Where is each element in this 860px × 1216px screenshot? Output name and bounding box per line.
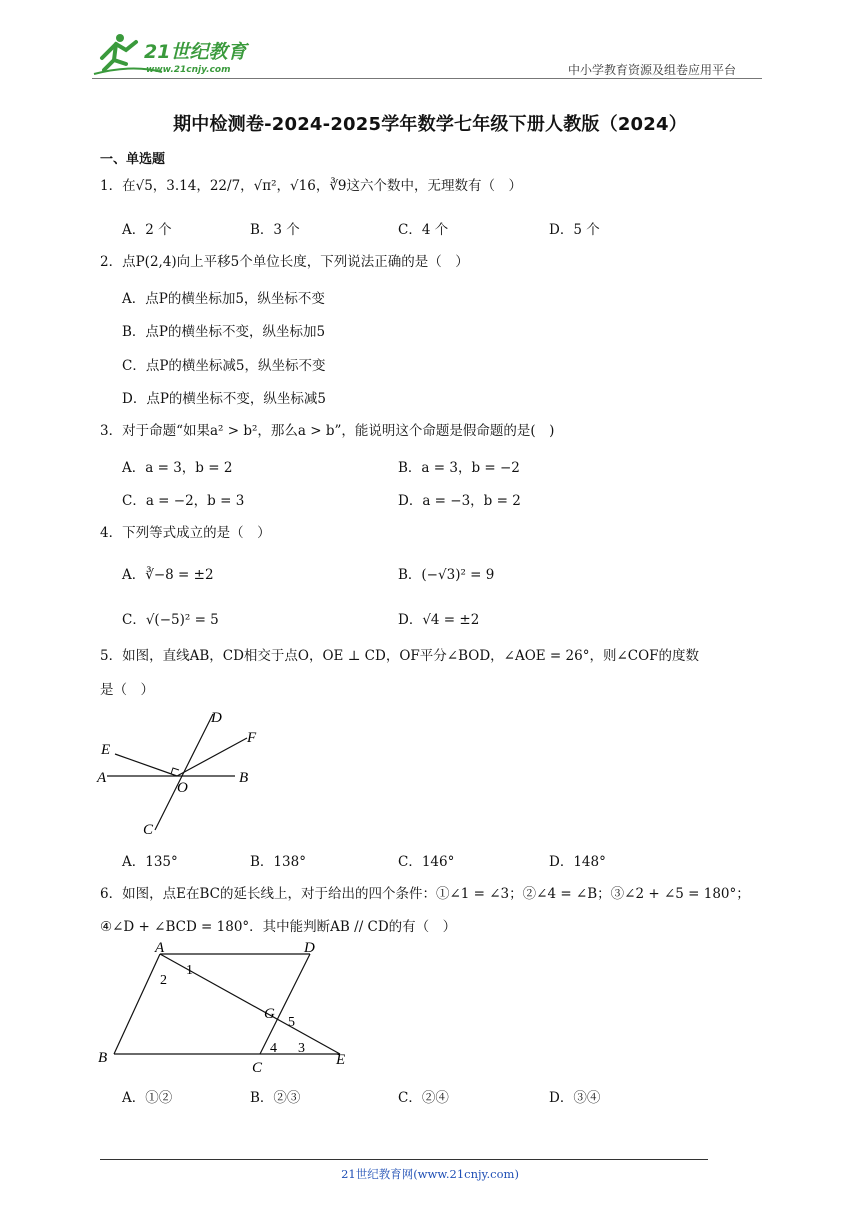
header-divider [92, 78, 762, 79]
page-title: 期中检测卷-2024-2025学年数学七年级下册人教版（2024） [173, 114, 687, 135]
ray-oe [115, 754, 177, 776]
question-5-stem-line2: 是（ ） [100, 682, 154, 698]
question-3-option-a[interactable]: A．a = 3，b = 2 [122, 460, 233, 476]
label-d: D [211, 710, 222, 726]
question-1-option-d[interactable]: D．5 个 [549, 222, 600, 238]
section-heading: 一、单选题 [100, 152, 166, 167]
label-e: E [336, 1052, 346, 1068]
question-6-option-c[interactable]: C．②④ [398, 1090, 449, 1106]
segment-dc [260, 954, 310, 1054]
question-2-option-c[interactable]: C．点P的横坐标减5，纵坐标不变 [122, 358, 326, 374]
label-o: O [177, 780, 188, 796]
figure-parallelogram [92, 940, 362, 1076]
question-4-option-c[interactable]: C．√(−5)² = 5 [122, 612, 219, 628]
question-6-stem-line1: 6．如图，点E在BC的延长线上，对于给出的四个条件：①∠1 = ∠3；②∠4 = ∠B；③∠2 + ∠5 = 180°； [100, 886, 750, 902]
logo-url: www.21cnjy.com [146, 65, 231, 75]
question-4-stem: 4．下列等式成立的是（ ） [100, 525, 271, 541]
label-e: E [101, 742, 111, 758]
question-1-option-a[interactable]: A．2 个 [122, 222, 172, 238]
label-a: A [97, 770, 107, 786]
question-5-option-b[interactable]: B．138° [250, 854, 306, 870]
label-f: F [247, 730, 257, 746]
angle-label-3: 3 [298, 1041, 305, 1056]
question-3-option-c[interactable]: C．a = −2，b = 3 [122, 493, 245, 509]
question-5-stem-line1: 5．如图，直线AB，CD相交于点O，OE ⊥ CD，OF平分∠BOD，∠AOE = 26°，则∠COF的度数 [100, 648, 700, 664]
question-2-option-b[interactable]: B．点P的横坐标不变，纵坐标加5 [122, 324, 326, 340]
segment-ab [114, 954, 160, 1054]
label-c: C [252, 1060, 263, 1076]
footer-divider [100, 1159, 708, 1160]
logo-text: 21世纪教育 [144, 41, 247, 63]
question-1-stem: 1．在√5，3.14，22/7，√π²，√16，∛9这六个数中，无理数有（ ） [100, 178, 523, 194]
right-angle-mark [171, 768, 179, 774]
label-g: G [264, 1006, 275, 1022]
site-logo [92, 30, 262, 80]
question-3-stem: 3．对于命题“如果a² > b²，那么a > b”，能说明这个命题是假命题的是( ) [100, 423, 555, 439]
question-3-option-b[interactable]: B．a = 3，b = −2 [398, 460, 520, 476]
question-5-option-d[interactable]: D．148° [549, 854, 606, 870]
question-4-option-a[interactable]: A．∛−8 = ±2 [122, 567, 214, 583]
footer-link[interactable]: 21世纪教育网(www.21cnjy.com) [341, 1167, 519, 1181]
figure-intersecting-lines [95, 704, 275, 844]
angle-label-5: 5 [288, 1015, 295, 1030]
platform-name: 中小学教育资源及组卷应用平台 [568, 63, 737, 77]
question-4-option-d[interactable]: D．√4 = ±2 [398, 612, 480, 628]
label-c: C [143, 822, 154, 838]
question-6-option-d[interactable]: D．③④ [549, 1090, 601, 1106]
question-4-option-b[interactable]: B．(−√3)² = 9 [398, 567, 495, 583]
angle-label-1: 1 [186, 963, 193, 978]
angle-label-2: 2 [160, 973, 167, 988]
label-b: B [98, 1050, 108, 1066]
angle-label-4: 4 [270, 1041, 277, 1056]
question-1-option-c[interactable]: C．4 个 [398, 222, 449, 238]
label-a: A [155, 940, 165, 956]
question-6-stem-line2: ④∠D + ∠BCD = 180°．其中能判断AB // CD的有（ ） [100, 919, 457, 935]
question-6-option-b[interactable]: B．②③ [250, 1090, 301, 1106]
question-3-option-d[interactable]: D．a = −3，b = 2 [398, 493, 521, 509]
label-b: B [239, 770, 249, 786]
question-1-option-b[interactable]: B．3 个 [250, 222, 300, 238]
ray-of [177, 738, 247, 776]
question-2-stem: 2．点P(2,4)向上平移5个单位长度，下列说法正确的是（ ） [100, 254, 469, 270]
question-5-option-c[interactable]: C．146° [398, 854, 455, 870]
question-6-option-a[interactable]: A．①② [122, 1090, 173, 1106]
label-d: D [304, 940, 315, 956]
question-5-option-a[interactable]: A．135° [122, 854, 178, 870]
question-2-option-d[interactable]: D．点P的横坐标不变，纵坐标减5 [122, 391, 326, 407]
question-2-option-a[interactable]: A．点P的横坐标加5，纵坐标不变 [122, 291, 325, 307]
